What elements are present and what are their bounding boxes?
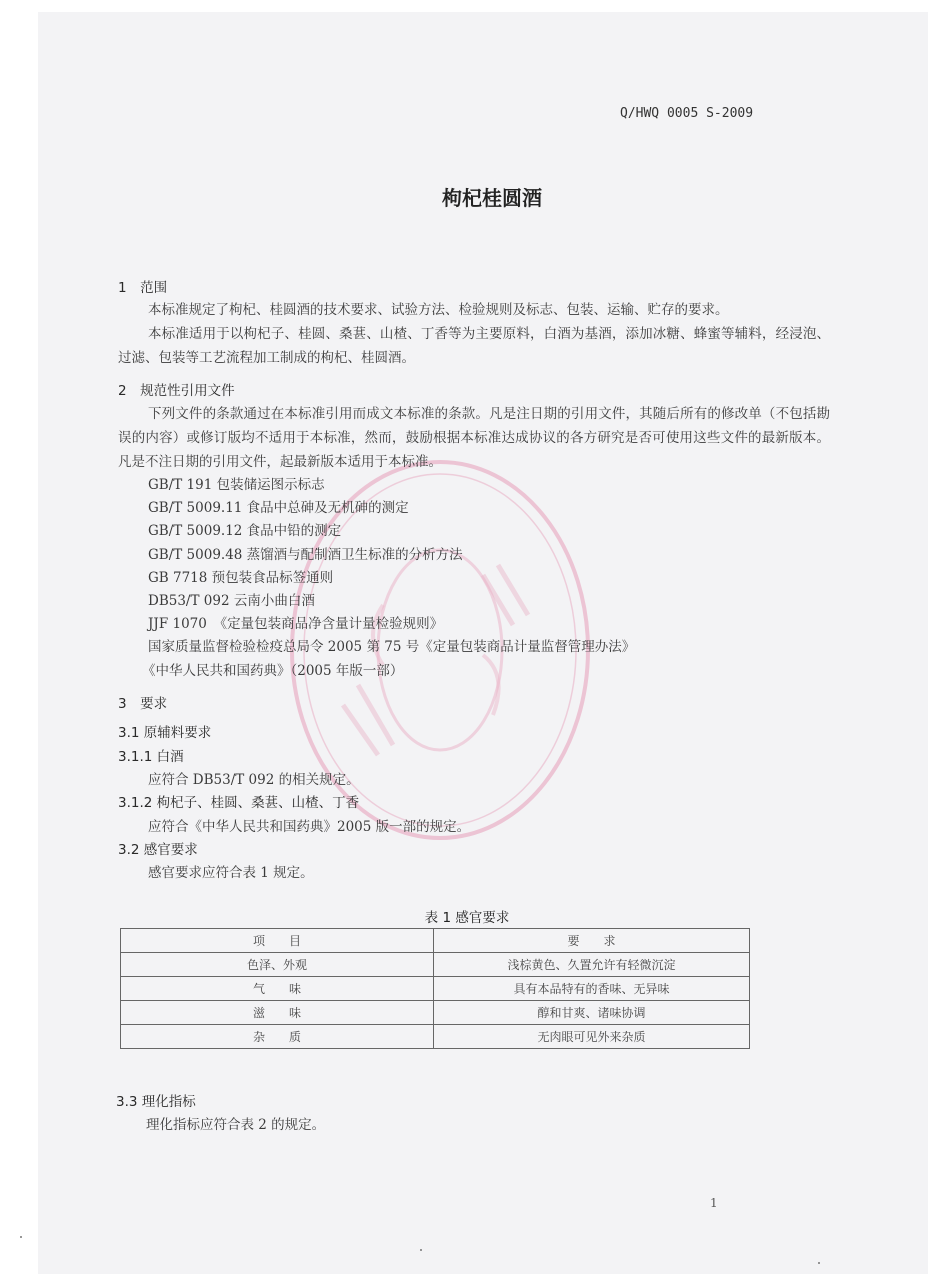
table-header-row (121, 929, 750, 953)
section-3-1-2-text: 应符合《中华人民共和国药典》2005 版一部的规定。 (148, 819, 471, 835)
section-3-3-heading: 3.3 理化指标 (116, 1094, 196, 1110)
section-1-heading: 1 范围 (118, 280, 168, 296)
sensory-requirements-table (120, 928, 750, 1049)
section-2-heading: 2 规范性引用文件 (118, 383, 235, 399)
section-2-paragraph: 下列文件的条款通过在本标准引用而成文本标准的条款。凡是注日期的引用文件，其随后所有的修改单（不包括勘误的内容）或修订版均不适用于本标准，然而，鼓励根据本标准达成协议的各方研究是否可使用这些文件的最新版本。凡是不注日期的引用文件，起最新版本适用于本标准。 (118, 406, 830, 470)
table-1-caption: 表 1 感官要求 (424, 910, 510, 926)
table-row (121, 1001, 750, 1025)
table-cell: 浅棕黄色、久置允许有轻微沉淀 (434, 953, 750, 977)
reference-item: JJF 1070 《定量包装商品净含量计量检验规则》 (148, 616, 444, 633)
table-row (121, 977, 750, 1001)
document-code: Q/HWQ 0005 S-2009 (620, 106, 754, 121)
table-cell: 杂 质 (121, 1025, 434, 1049)
table-row (121, 953, 750, 977)
reference-list (142, 474, 636, 683)
reference-item: GB/T 5009.11 食品中总砷及无机砷的测定 (148, 500, 409, 517)
table-cell: 无肉眼可见外来杂质 (434, 1025, 750, 1049)
section-3-1-1-heading: 3.1.1 白酒 (118, 749, 184, 765)
section-3-2-heading: 3.2 感官要求 (118, 842, 198, 858)
section-1-paragraph-1: 本标准规定了枸杞、桂圆酒的技术要求、试验方法、检验规则及标志、包装、运输、贮存的要求。 (148, 302, 729, 318)
reference-item: DB53/T 092 云南小曲白酒 (148, 593, 315, 610)
table-cell: 滋 味 (121, 1001, 434, 1025)
section-3-heading: 3 要求 (118, 696, 168, 712)
scan-speck (818, 1262, 820, 1264)
table-row (121, 1025, 750, 1049)
section-3-2-text: 感官要求应符合表 1 规定。 (148, 865, 314, 881)
reference-item: GB/T 5009.12 食品中铅的测定 (148, 523, 342, 540)
reference-item: GB 7718 预包装食品标签通则 (148, 569, 334, 586)
section-3-1-heading: 3.1 原辅料要求 (118, 725, 212, 741)
reference-item: GB/T 191 包装储运图示标志 (148, 477, 325, 493)
reference-item: GB/T 5009.48 蒸馏酒与配制酒卫生标准的分析方法 (148, 546, 463, 563)
section-3-1-1-text: 应符合 DB53/T 092 的相关规定。 (148, 772, 360, 788)
table-header-item: 项 目 (121, 929, 434, 953)
table-header-requirement: 要 求 (434, 929, 750, 953)
table-cell: 色泽、外观 (121, 953, 434, 977)
scan-speck (420, 1249, 422, 1251)
page-title: 枸杞桂圆酒 (442, 186, 542, 210)
table-cell: 醇和甘爽、诸味协调 (434, 1001, 750, 1025)
page-number: 1 (710, 1196, 718, 1210)
table-cell: 具有本品特有的香味、无异味 (434, 977, 750, 1001)
table-cell: 气 味 (121, 977, 434, 1001)
reference-item: 国家质量监督检验检疫总局令 2005 第 75 号《定量包装商品计量监督管理办法》 (148, 639, 636, 656)
section-3-3-text: 理化指标应符合表 2 的规定。 (146, 1117, 326, 1133)
scan-speck (20, 1236, 22, 1238)
section-3-1-2-heading: 3.1.2 枸杞子、桂圆、桑葚、山楂、丁香 (118, 795, 360, 811)
reference-item: 《中华人民共和国药典》（2005 年版一部） (142, 662, 404, 679)
section-1-paragraph-2: 本标准适用于以枸杞子、桂圆、桑葚、山楂、丁香等为主要原料，白酒为基酒，添加冰糖、蜂蜜等辅料，经浸泡、过滤、包装等工艺流程加工制成的枸杞、桂圆酒。 (118, 326, 830, 366)
